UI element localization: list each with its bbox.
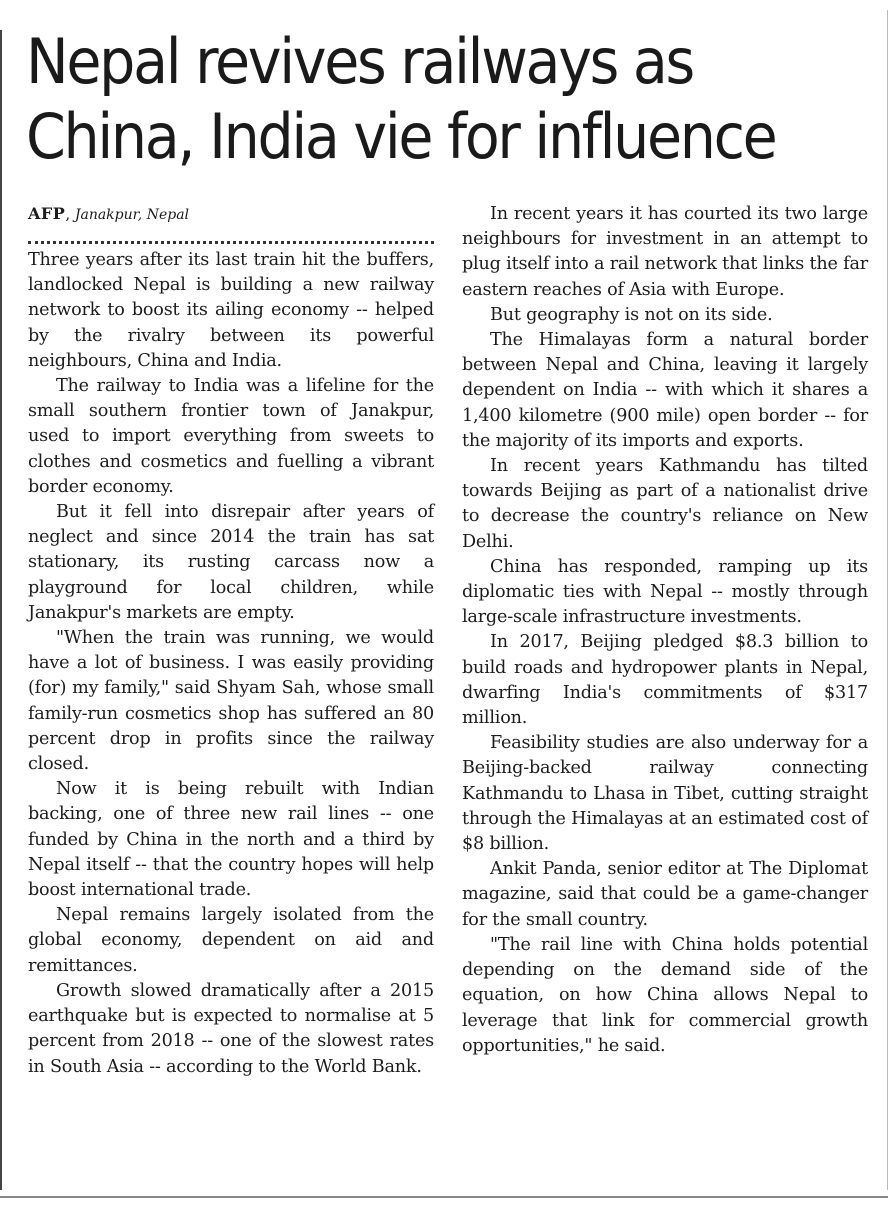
byline-dotted-divider: [28, 241, 434, 244]
paragraph: Nepal remains largely isolated from the global economy, dependent on aid and remittances.: [28, 905, 434, 976]
paragraph: In recent years it has courted its two large neighbours for investment in an attempt to plug itself into a rail network that links the far eastern reaches of Asia with Europe.: [462, 204, 868, 300]
paragraph: The railway to India was a lifeline for the small southern frontier town of Janakpur, used to import everything from sweets to clothes and cosmetics and fuelling a vibrant border economy.: [28, 376, 434, 497]
paragraph: Now it is being rebuilt with Indian backing, one of three new rail lines -- one funded by China in the north and a third by Nepal itself -- that the country hopes will help boost international trade.: [28, 779, 434, 901]
paragraph: Feasibility studies are also underway for a Beijing-backed railway connecting Kathmandu to Lhasa in Tibet, cutting straight through the Himalayas at an estimated cost of $8 billion.: [462, 733, 868, 855]
byline-agency: AFP: [28, 204, 66, 223]
paragraph: Ankit Panda, senior editor at The Diplomat magazine, said that could be a game-changer for the small country.: [462, 859, 868, 930]
byline: AFP, Janakpur, Nepal: [28, 204, 190, 223]
paragraph: Growth slowed dramatically after a 2015 earthquake but is expected to normalise at 5 percent from 2018 -- one of the slowest rates in South Asia -- according to the World Bank.: [28, 980, 434, 1077]
paragraph: "The rail line with China holds potential depending on the demand side of the equation, on how China allows Nepal to leverage that link for commercial growth opportunities," he said.: [462, 934, 868, 1056]
byline-location: Janakpur, Nepal: [74, 207, 190, 223]
page-left-rule: [0, 30, 2, 1190]
paragraph: Three years after its last train hit the buffers, landlocked Nepal is building a new railway network to boost its ailing economy -- helped by the rivalry between its powerful neighbours, China and India.: [28, 250, 434, 371]
paragraph: But geography is not on its side.: [490, 304, 773, 325]
article-column-left: [28, 202, 434, 1080]
headline: Nepal revives railways as China, India vie for influence: [26, 25, 776, 173]
paragraph: In recent years Kathmandu has tilted towards Beijing as part of a nationalist drive to decrease the country's reliance on New Delhi.: [462, 456, 868, 552]
paragraph: The Himalayas form a natural border between Nepal and China, leaving it largely dependent on India -- with which it shares a 1,400 kilometre (900 mile) open border -- for the majority of its imports and exports.: [462, 330, 868, 451]
paragraph: But it fell into disrepair after years of neglect and since 2014 the train has sat stationary, its rusting carcass now a playground for local children, while Janakpur's markets are empty.: [28, 502, 434, 623]
paragraph: China has responded, ramping up its diplomatic ties with Nepal -- mostly through large-scale infrastructure investments.: [462, 556, 868, 628]
page-bottom-rule: [0, 1196, 888, 1198]
paragraph: In 2017, Beijing pledged $8.3 billion to build roads and hydropower plants in Nepal, dwarfing India's commitments of $317 million.: [462, 632, 868, 729]
paragraph: "When the train was running, we would have a lot of business. I was easily providing (for) my family," said Shyam Sah, whose small family-run cosmetics shop has suffered an 80 percent drop in profits since the railway closed.: [28, 628, 434, 775]
article-column-right: [462, 202, 868, 1059]
